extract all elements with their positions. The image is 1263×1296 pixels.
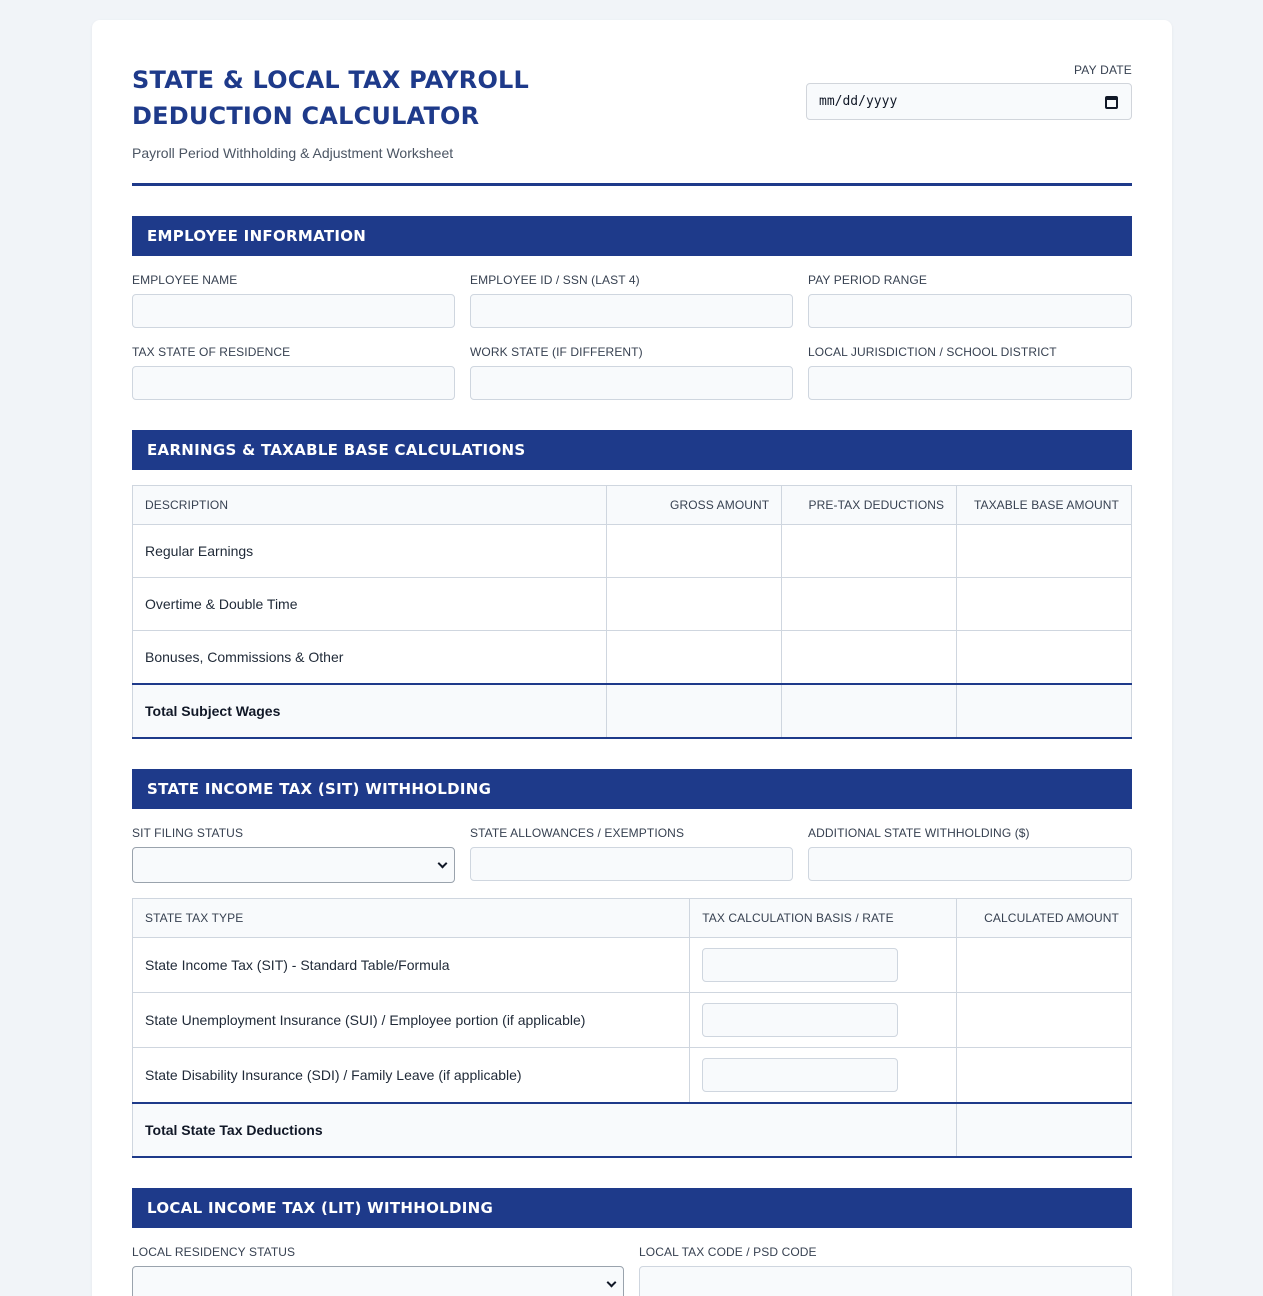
calculated-amount-cell [957, 938, 1132, 993]
local-tax-code-input[interactable] [639, 1266, 1132, 1296]
column-header: GROSS AMOUNT [607, 486, 782, 525]
total-gross-cell [607, 684, 782, 738]
section-earnings: EARNINGS & TAXABLE BASE CALCULATIONS [132, 430, 1132, 470]
state-tax-type: State Income Tax (SIT) - Standard Table/Formula [133, 938, 690, 993]
total-row [133, 1103, 1132, 1157]
sit-filing-status-label: SIT FILING STATUS [132, 826, 244, 840]
taxable-base-cell [957, 578, 1132, 631]
sit-filing-status-select[interactable] [132, 847, 455, 883]
chevron-down-icon [607, 1278, 617, 1288]
rate-cell [690, 1048, 957, 1103]
pretax-deductions-cell[interactable] [782, 578, 957, 631]
section-state-income-tax: STATE INCOME TAX (SIT) WITHHOLDING [132, 769, 1132, 809]
chevron-down-icon [438, 859, 448, 869]
taxable-base-cell [957, 525, 1132, 578]
pay-date-placeholder: mm/dd/yyyy [819, 94, 898, 109]
sit-rate-input[interactable] [702, 948, 898, 982]
tax-state-input[interactable] [132, 366, 455, 400]
total-state-tax-cell [957, 1103, 1132, 1157]
earnings-table [132, 485, 1132, 739]
table-row [133, 1048, 1132, 1103]
local-residency-select[interactable] [132, 1266, 624, 1296]
page-subtitle: Payroll Period Withholding & Adjustment Worksheet [132, 145, 454, 161]
column-header: TAX CALCULATION BASIS / RATE [690, 899, 957, 938]
additional-withholding-input[interactable] [808, 847, 1132, 881]
rate-cell [690, 993, 957, 1048]
gross-amount-cell[interactable] [607, 578, 782, 631]
column-header: STATE TAX TYPE [133, 899, 690, 938]
pretax-deductions-cell[interactable] [782, 631, 957, 684]
state-allowances-label: STATE ALLOWANCES / EXEMPTIONS [470, 826, 685, 840]
calendar-icon[interactable] [1105, 96, 1118, 109]
tax-state-label: TAX STATE OF RESIDENCE [132, 345, 291, 359]
table-row [133, 578, 1132, 631]
calculator-card [92, 20, 1172, 1296]
pay-period-range-label: PAY PERIOD RANGE [808, 273, 927, 287]
column-header: DESCRIPTION [133, 486, 607, 525]
state-allowances-input[interactable] [470, 847, 793, 881]
local-residency-label: LOCAL RESIDENCY STATUS [132, 1245, 296, 1259]
calculated-amount-cell [957, 993, 1132, 1048]
row-description: Bonuses, Commissions & Other [133, 631, 607, 684]
pay-date-label: PAY DATE [1073, 63, 1132, 77]
pay-date-input[interactable] [806, 83, 1132, 120]
section-employee-information: EMPLOYEE INFORMATION [132, 216, 1132, 256]
table-row [133, 631, 1132, 684]
gross-amount-cell[interactable] [607, 525, 782, 578]
table-header-row [133, 899, 1132, 938]
section-local-income-tax: LOCAL INCOME TAX (LIT) WITHHOLDING [132, 1188, 1132, 1228]
header-divider [132, 183, 1132, 186]
work-state-label: WORK STATE (IF DIFFERENT) [470, 345, 643, 359]
gross-amount-cell[interactable] [607, 631, 782, 684]
employee-name-label: EMPLOYEE NAME [132, 273, 238, 287]
table-header-row [133, 486, 1132, 525]
work-state-input[interactable] [470, 366, 793, 400]
state-tax-table [132, 898, 1132, 1158]
row-description: Regular Earnings [133, 525, 607, 578]
local-jurisdiction-label: LOCAL JURISDICTION / SCHOOL DISTRICT [808, 345, 1057, 359]
table-row [133, 993, 1132, 1048]
total-state-tax-label: Total State Tax Deductions [133, 1103, 957, 1157]
employee-id-input[interactable] [470, 294, 793, 328]
additional-withholding-label: ADDITIONAL STATE WITHHOLDING ($) [808, 826, 1030, 840]
total-subject-wages-label: Total Subject Wages [133, 684, 607, 738]
column-header: CALCULATED AMOUNT [957, 899, 1132, 938]
employee-id-label: EMPLOYEE ID / SSN (LAST 4) [470, 273, 640, 287]
total-row [133, 684, 1132, 738]
pay-period-range-input[interactable] [808, 294, 1132, 328]
total-pretax-cell [782, 684, 957, 738]
sdi-rate-input[interactable] [702, 1058, 898, 1092]
state-tax-type: State Disability Insurance (SDI) / Family Leave (if applicable) [133, 1048, 690, 1103]
employee-name-input[interactable] [132, 294, 455, 328]
row-description: Overtime & Double Time [133, 578, 607, 631]
table-row [133, 938, 1132, 993]
calculated-amount-cell [957, 1048, 1132, 1103]
sui-rate-input[interactable] [702, 1003, 898, 1037]
column-header: PRE-TAX DEDUCTIONS [782, 486, 957, 525]
local-jurisdiction-input[interactable] [808, 366, 1132, 400]
pretax-deductions-cell[interactable] [782, 525, 957, 578]
table-row [133, 525, 1132, 578]
total-taxable-cell [957, 684, 1132, 738]
rate-cell [690, 938, 957, 993]
column-header: TAXABLE BASE AMOUNT [957, 486, 1132, 525]
taxable-base-cell [957, 631, 1132, 684]
local-tax-code-label: LOCAL TAX CODE / PSD CODE [639, 1245, 817, 1259]
state-tax-type: State Unemployment Insurance (SUI) / Employee portion (if applicable) [133, 993, 690, 1048]
page-title: STATE & LOCAL TAX PAYROLL DEDUCTION CALCULATOR [132, 66, 530, 130]
